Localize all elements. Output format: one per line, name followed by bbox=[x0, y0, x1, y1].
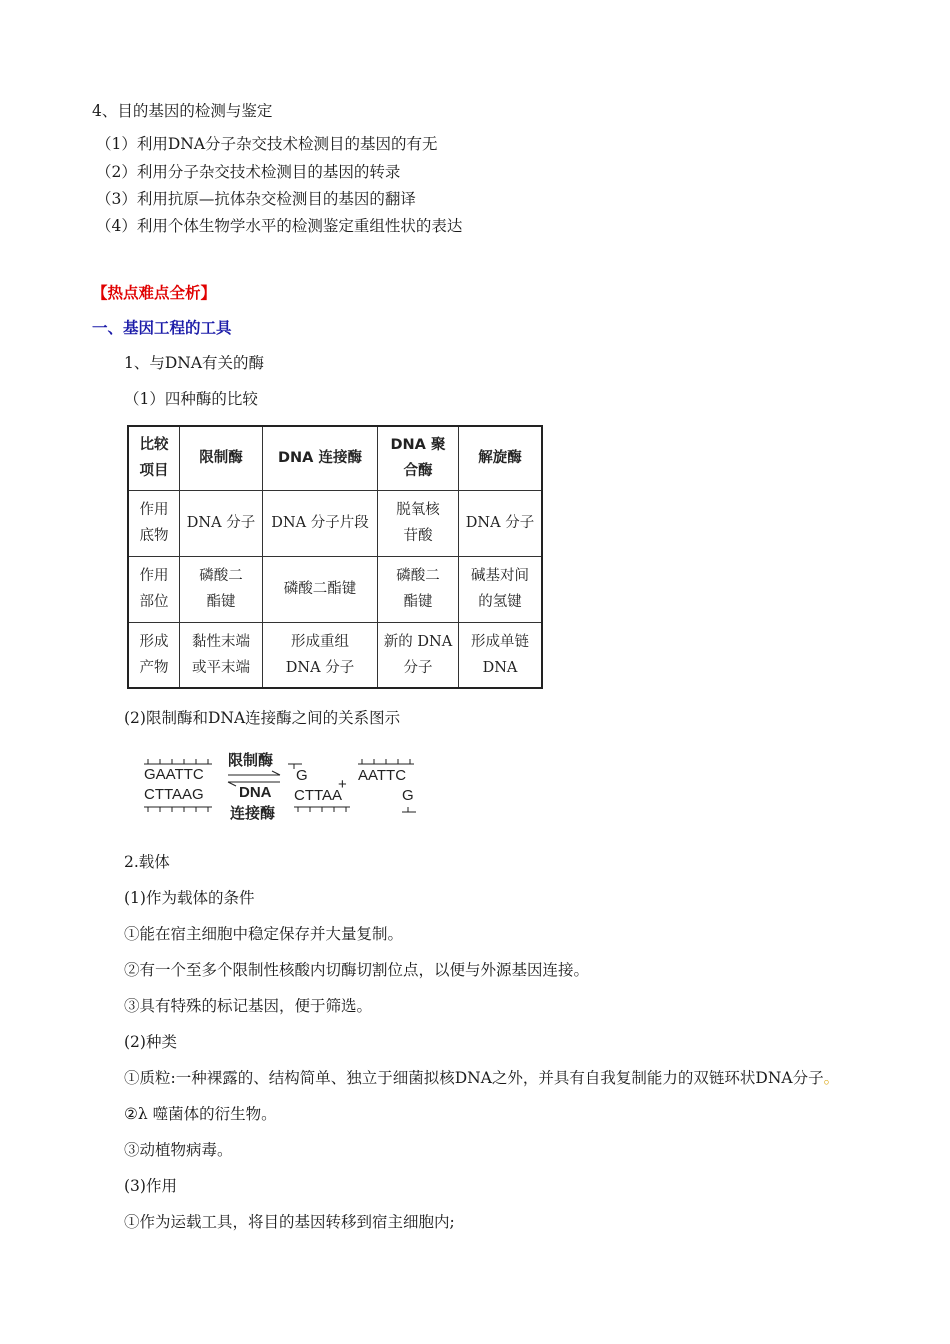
vector-kind-1-text: ①质粒:一种裸露的、结构简单、独立于细菌拟核DNA之外，并具有自我复制能力的双链环状DNA分子 bbox=[124, 1069, 824, 1087]
plus-sign: + bbox=[338, 776, 347, 793]
table-cell: 碱基对间 的氢键 bbox=[459, 556, 543, 622]
vector-kind-title: (2)种类 bbox=[124, 1033, 177, 1051]
table-cell: 形成重组 DNA 分子 bbox=[263, 622, 378, 688]
vector-kind-3: ③动植物病毒。 bbox=[124, 1141, 233, 1159]
section4-item-3: （3）利用抗原—抗体杂交检测目的基因的翻译 bbox=[96, 190, 416, 208]
vector-cond-1: ①能在宿主细胞中稳定保存并大量复制。 bbox=[124, 925, 404, 943]
table-row bbox=[128, 622, 542, 688]
enzyme-comparison-table bbox=[127, 425, 543, 689]
ligase-label-1: DNA bbox=[239, 784, 272, 801]
hot-title: 【热点难点全析】 bbox=[92, 284, 217, 302]
enzyme-heading: 1、与DNA有关的酶 bbox=[124, 354, 265, 372]
table-row bbox=[128, 490, 542, 556]
section4-item-4: （4）利用个体生物学水平的检测鉴定重组性状的表达 bbox=[96, 217, 463, 235]
section4-item-2: （2）利用分子杂交技术检测目的基因的转录 bbox=[96, 163, 401, 181]
table-cell: 形成单链 DNA bbox=[459, 622, 543, 688]
table-header-row bbox=[128, 426, 542, 490]
vector-use-1: ①作为运载工具，将目的基因转移到宿主细胞内; bbox=[124, 1213, 455, 1231]
table-header-cell: 比较 项目 bbox=[128, 426, 180, 490]
vector-cond-2: ②有一个至多个限制性核酸内切酶切割位点，以便与外源基因连接。 bbox=[124, 961, 590, 979]
restriction-enzyme-label: 限制酶 bbox=[228, 752, 274, 769]
relation-heading: (2)限制酶和DNA连接酶之间的关系图示 bbox=[124, 709, 401, 727]
table-cell: 磷酸二酯键 bbox=[263, 556, 378, 622]
fragment2-bottom: G bbox=[402, 787, 414, 804]
vector-use-title: (3)作用 bbox=[124, 1177, 177, 1195]
fragment2-top: AATTC bbox=[358, 767, 407, 784]
table-cell: 黏性末端 或平末端 bbox=[180, 622, 263, 688]
left-top-sequence: GAATTC bbox=[144, 766, 204, 783]
table-cell: DNA 分子片段 bbox=[263, 490, 378, 556]
vector-kind-2: ②λ 噬菌体的衍生物。 bbox=[124, 1105, 277, 1123]
table-cell: 脱氧核 苷酸 bbox=[378, 490, 459, 556]
table-cell: 磷酸二 酯键 bbox=[378, 556, 459, 622]
table-cell: 磷酸二 酯键 bbox=[180, 556, 263, 622]
table-cell: 作用 部位 bbox=[128, 556, 180, 622]
vector-kind-1-end: 。 bbox=[823, 1069, 840, 1087]
table-header-cell: 限制酶 bbox=[180, 426, 263, 490]
restriction-ligase-diagram bbox=[140, 744, 430, 824]
ligase-label-2: 连接酶 bbox=[230, 805, 276, 822]
fragment1-bottom: CTTAA bbox=[294, 787, 343, 804]
vector-kind-1 bbox=[124, 1068, 839, 1088]
vector-cond-3: ③具有特殊的标记基因，便于筛选。 bbox=[124, 997, 373, 1015]
table-header-cell: DNA 聚 合酶 bbox=[378, 426, 459, 490]
table-cell: 作用 底物 bbox=[128, 490, 180, 556]
vector-cond-title: (1)作为载体的条件 bbox=[124, 889, 255, 907]
diagram-strand-lines bbox=[140, 744, 430, 824]
table-cell: DNA 分子 bbox=[180, 490, 263, 556]
compare-heading: （1）四种酶的比较 bbox=[124, 390, 258, 408]
left-bottom-sequence: CTTAAG bbox=[144, 786, 204, 803]
table-header-cell: 解旋酶 bbox=[459, 426, 543, 490]
vector-title: 2.载体 bbox=[124, 853, 170, 871]
section4-item-1: （1）利用DNA分子杂交技术检测目的基因的有无 bbox=[96, 135, 438, 153]
part1-title: 一、基因工程的工具 bbox=[92, 319, 232, 337]
section4-title: 4、目的基因的检测与鉴定 bbox=[92, 102, 273, 120]
table-cell: DNA 分子 bbox=[459, 490, 543, 556]
fragment1-top: G bbox=[296, 767, 308, 784]
table-row bbox=[128, 556, 542, 622]
table-header-cell: DNA 连接酶 bbox=[263, 426, 378, 490]
table-cell: 新的 DNA 分子 bbox=[378, 622, 459, 688]
table-cell: 形成 产物 bbox=[128, 622, 180, 688]
